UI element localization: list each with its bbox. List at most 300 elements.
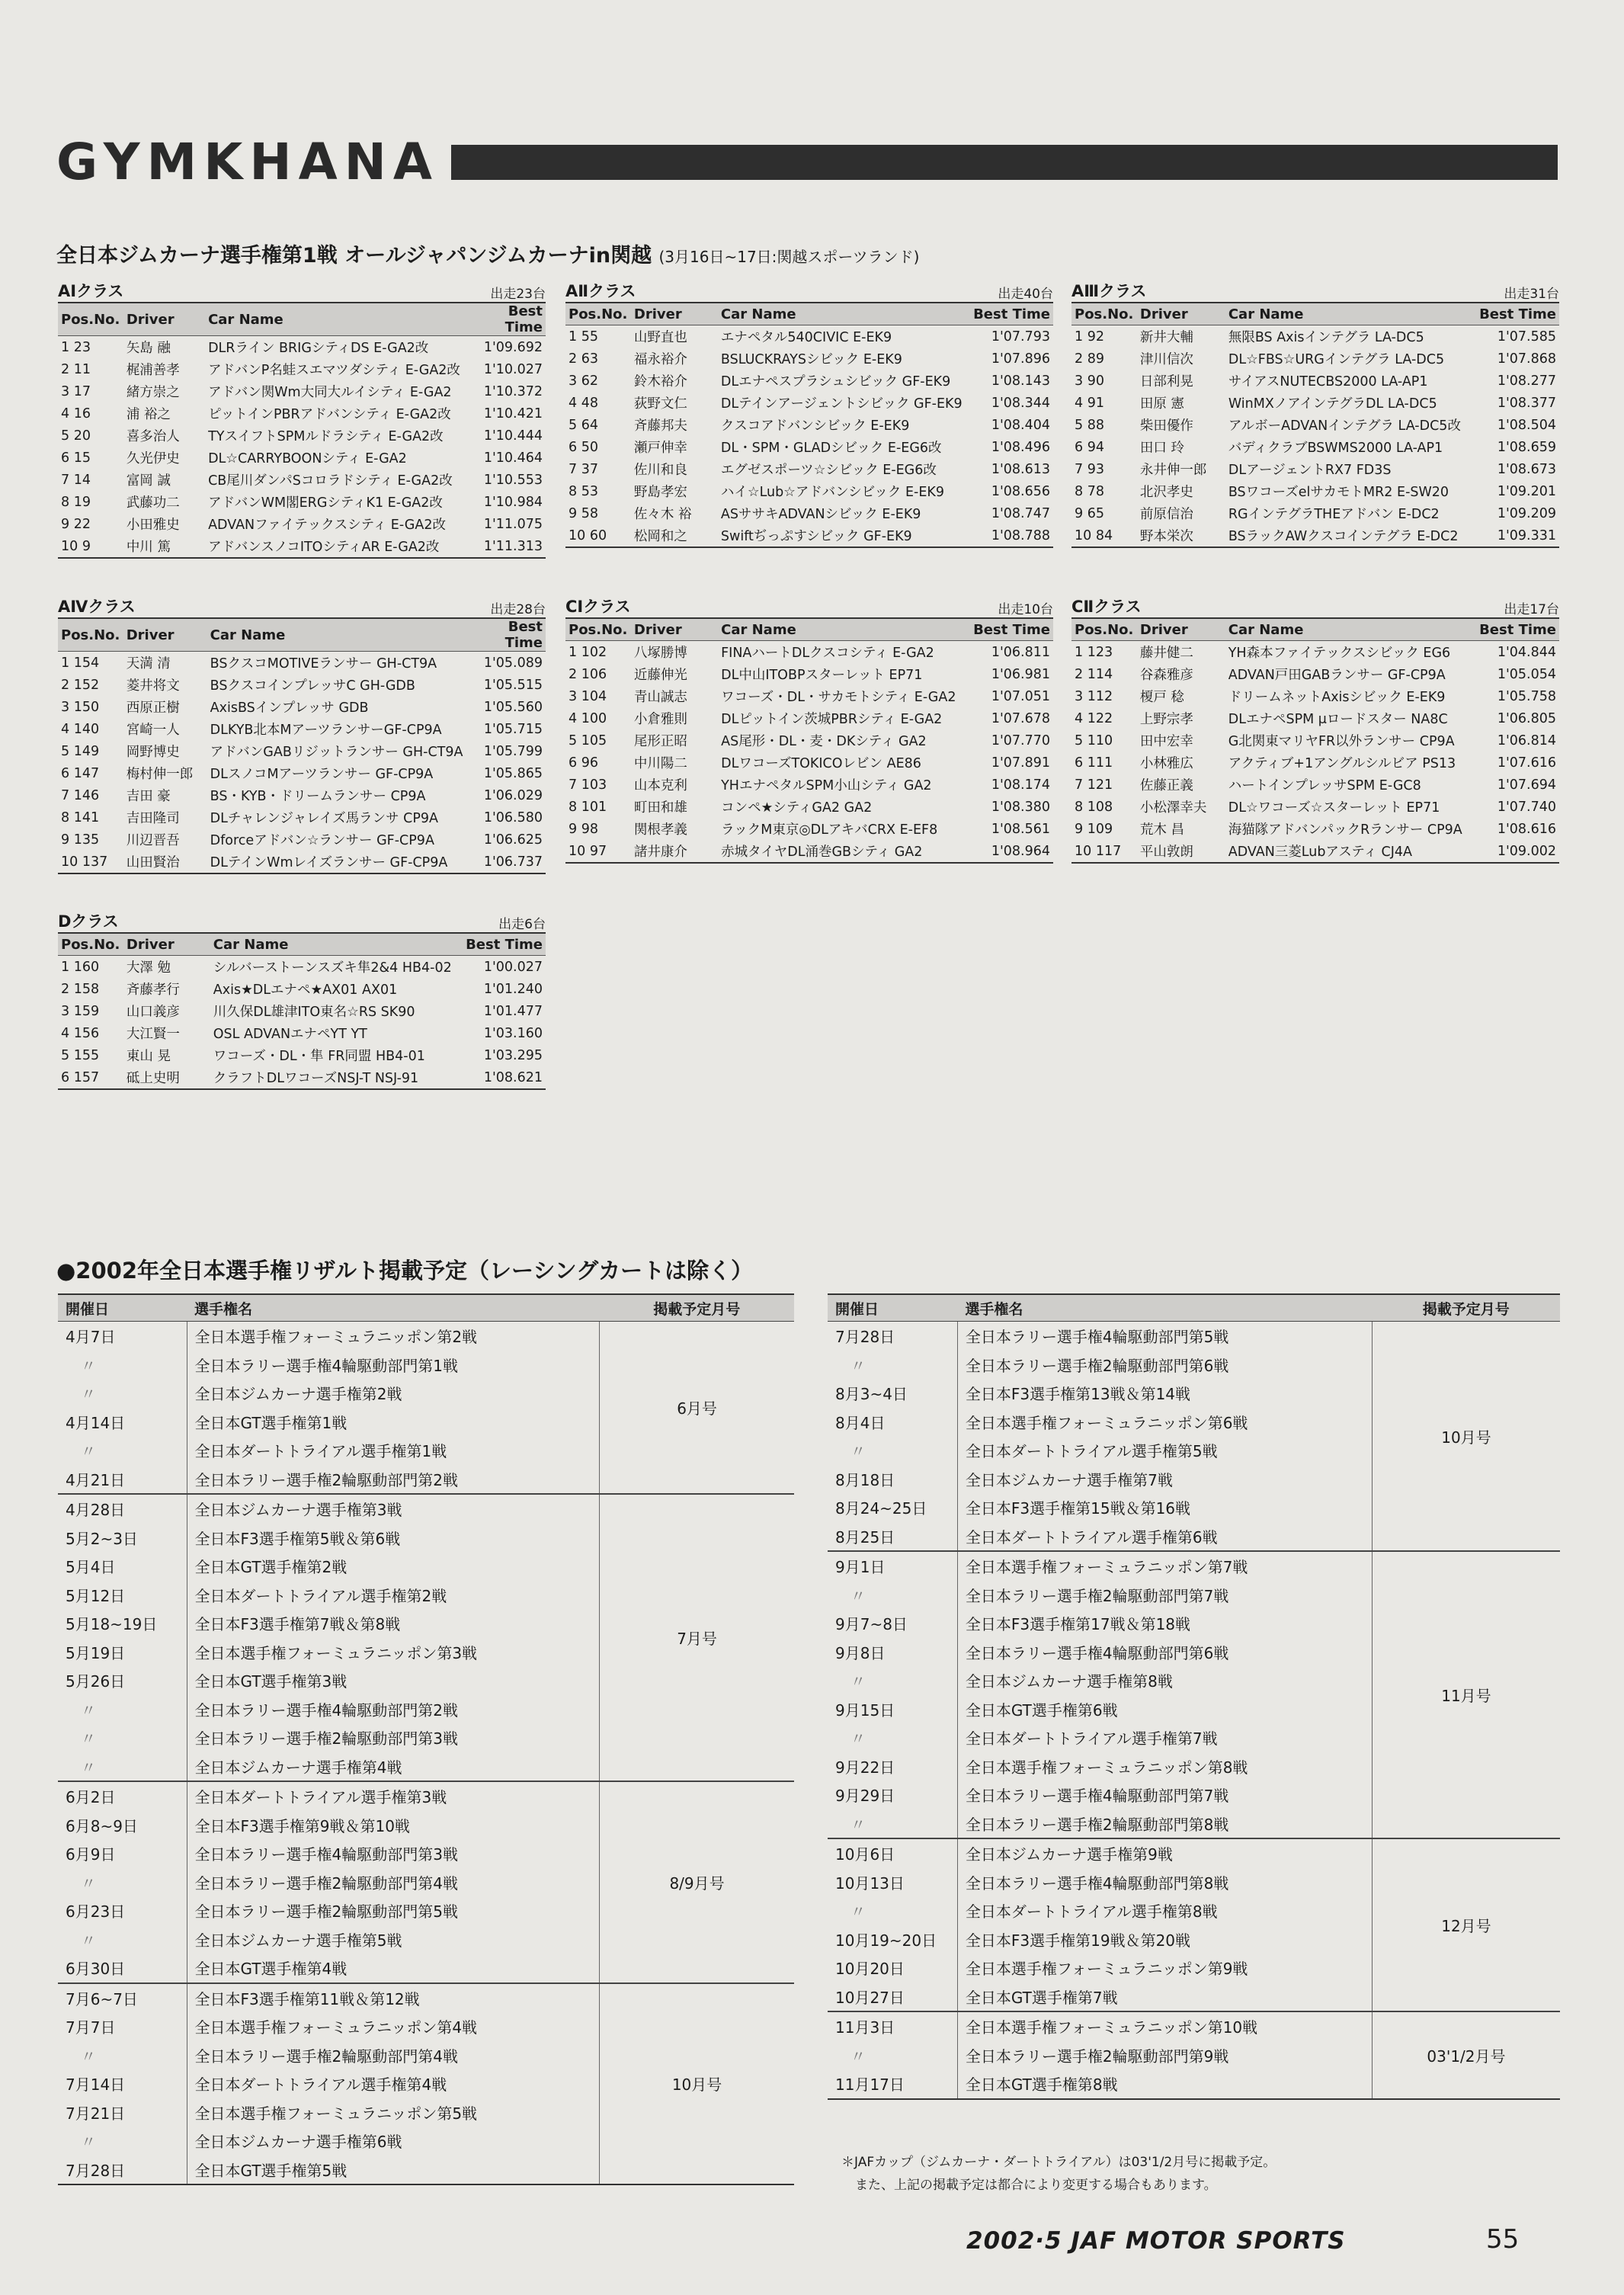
table-row: [58, 380, 546, 402]
cell-pos: 1 123: [1075, 644, 1113, 660]
table-row: [565, 480, 1053, 502]
cell-car: ワコーズ・DL・隼 FR同盟 HB4-01: [213, 1049, 425, 1064]
championship-name: 全日本F3選手権第11戦＆第12戦: [187, 1983, 600, 2013]
cell-pos: 3 17: [61, 383, 91, 399]
cell-car: BS・KYB・ドリームランサー CP9A: [210, 789, 426, 804]
cell-time: 1'08.143: [991, 373, 1050, 389]
cell-driver: 川辺晋吾: [126, 833, 180, 848]
cell-pos: 8 53: [569, 483, 598, 499]
event-date: 〃: [58, 1868, 187, 1897]
table-row: [565, 436, 1053, 458]
cell-time: 1'07.891: [991, 755, 1050, 771]
schedule-header-issue: 掲載予定月号: [600, 1294, 794, 1322]
event-date: 7月21日: [58, 2098, 187, 2127]
section-title-bar: [451, 145, 1558, 180]
event-date: 5月18~19日: [58, 1609, 187, 1638]
cell-driver: 津川信次: [1139, 352, 1193, 367]
cell-car: ADVAN三菱Lubアスティ CJ4A: [1225, 840, 1474, 863]
table-row: [58, 447, 546, 469]
cell-car: TYスイフトSPMルドラシティ E-GA2改: [208, 429, 444, 444]
cell-car: 無限BS Axisインテグラ LA-DC5: [1228, 330, 1424, 345]
schedule-row: [58, 1322, 794, 1351]
table-row: [565, 685, 1053, 707]
cell-time: 1'08.277: [1497, 373, 1556, 389]
cell-driver: 緒方崇之: [126, 385, 180, 400]
championship-name: 全日本選手権フォーミュラニッポン第4戦: [194, 2018, 478, 2037]
schedule-row: [58, 1781, 794, 1811]
cell-car: ADVANファイテックスシティ E-GA2改: [208, 518, 446, 533]
class-result-table: [58, 280, 546, 559]
cell-driver: 瀬戸伸幸: [633, 441, 687, 456]
class-name: AⅡクラス: [565, 282, 636, 300]
cell-driver: 藤井健二: [1139, 646, 1193, 661]
championship-name: 全日本F3選手権第9戦＆第10戦: [194, 1816, 410, 1835]
table-row: [1071, 796, 1559, 818]
cell-pos: 4 140: [61, 721, 100, 737]
column-header-time: Best Time: [967, 303, 1053, 325]
championship-name: 全日本ダートトライアル選手権第6戦: [965, 1527, 1218, 1547]
cell-time: 1'09.201: [1497, 483, 1556, 499]
championship-name: 全日本ダートトライアル選手権第2戦: [194, 1586, 447, 1605]
schedule-title: ●2002年全日本選手権リザルト掲載予定（レーシングカートは除く）: [56, 1258, 754, 1284]
table-row: [565, 818, 1053, 840]
cell-driver: 新井大輔: [1139, 330, 1193, 345]
cell-car: アドバンスノコITOシティAR E-GA2改: [205, 535, 463, 558]
cell-driver: 諸井康介: [631, 840, 718, 863]
cell-pos: 5 20: [61, 428, 91, 444]
cell-driver: 松岡和之: [631, 524, 718, 547]
cell-time: 1'08.659: [1497, 439, 1556, 455]
championship-name: 全日本F3選手権第5戦＆第6戦: [194, 1529, 401, 1548]
event-date: 〃: [58, 1752, 187, 1782]
cell-pos: 5 149: [61, 743, 100, 759]
cell-pos: 10 97: [565, 840, 631, 863]
table-row: [1071, 480, 1559, 502]
event-date: 10月27日: [828, 1982, 957, 2012]
cell-driver: 八塚勝博: [633, 646, 687, 661]
table-row: [58, 851, 546, 873]
cell-pos: 3 62: [569, 373, 598, 389]
results-table: [1071, 619, 1559, 864]
column-header-driver: Driver: [631, 619, 718, 641]
championship-name: 全日本ダートトライアル選手権第5戦: [965, 1442, 1218, 1461]
cell-driver: 尾形正昭: [633, 734, 687, 749]
cell-time: 1'10.553: [483, 472, 543, 488]
cell-driver: 荒木 昌: [1139, 822, 1184, 838]
cell-pos: 10 60: [565, 524, 631, 547]
event-date: 〃: [828, 1581, 957, 1610]
column-header-pos: Pos.No.: [565, 303, 631, 325]
schedule-header-name: 選手権名: [187, 1294, 600, 1322]
cell-time: 1'09.331: [1473, 524, 1559, 547]
cell-pos: 5 64: [569, 417, 598, 433]
championship-name: 全日本F3選手権第19戦＆第20戦: [965, 1931, 1191, 1950]
table-row: [58, 1000, 546, 1022]
cell-pos: 1 154: [61, 655, 100, 671]
class-result-table: [565, 280, 1053, 548]
cell-time: 1'08.788: [967, 524, 1053, 547]
table-row: [58, 1044, 546, 1066]
column-header-pos: Pos.No.: [565, 619, 631, 641]
table-row: [565, 663, 1053, 685]
cell-car: Swiftぢっぷすシビック GF-EK9: [718, 524, 967, 547]
cell-time: 1'01.240: [483, 981, 543, 997]
column-header-pos: Pos.No.: [58, 303, 123, 336]
event-date: 9月15日: [828, 1695, 957, 1724]
event-date: 〃: [828, 1723, 957, 1752]
cell-time: 1'08.621: [460, 1066, 546, 1089]
cell-driver: 野島孝宏: [633, 485, 687, 500]
cell-time: 1'08.344: [991, 395, 1050, 411]
cell-time: 1'05.799: [483, 743, 543, 759]
cell-time: 1'03.295: [483, 1047, 543, 1063]
event-date: 4月28日: [58, 1494, 187, 1524]
event-date: 〃: [58, 1723, 187, 1752]
class-result-table: [565, 596, 1053, 864]
schedule-row: [828, 1551, 1560, 1581]
cell-driver: 関根孝義: [633, 822, 687, 838]
class-entry-count: 出走28台: [490, 602, 546, 617]
class-result-table: [1071, 280, 1559, 548]
cell-car: BSラックAWクスコインテグラ E-DC2: [1225, 524, 1474, 547]
cell-pos: 10 9: [58, 535, 123, 558]
table-row: [1071, 458, 1559, 480]
cell-driver: 山田賢治: [123, 851, 207, 873]
cell-time: 1'08.747: [991, 505, 1050, 521]
event-date: 11月17日: [828, 2069, 957, 2099]
table-row: [565, 840, 1053, 863]
cell-pos: 2 114: [1075, 666, 1113, 682]
cell-pos: 2 89: [1075, 351, 1104, 367]
cell-time: 1'08.380: [991, 799, 1050, 815]
column-header-time: Best Time: [1474, 619, 1559, 641]
event-date: 5月4日: [58, 1552, 187, 1581]
cell-time: 1'08.613: [991, 461, 1050, 477]
cell-car: BSワコーズelサカモトMR2 E-SW20: [1228, 485, 1449, 500]
schedule-row: [828, 1322, 1560, 1351]
event-date: 10月6日: [828, 1838, 957, 1868]
cell-pos: 1 102: [569, 644, 607, 660]
table-row: [1071, 685, 1559, 707]
cell-driver: 佐川和良: [633, 463, 687, 478]
cell-car: DLアージェントRX7 FD3S: [1228, 463, 1392, 478]
championship-name: 全日本選手権フォーミュラニッポン第7戦: [957, 1551, 1372, 1581]
event-date: 6月8~9日: [58, 1811, 187, 1840]
cell-driver: 小田雅史: [126, 518, 180, 533]
table-row: [565, 348, 1053, 370]
cell-driver: 中川 篤: [123, 535, 205, 558]
cell-driver: 吉田 豪: [126, 789, 171, 804]
cell-driver: 荻野文仁: [633, 396, 687, 412]
cell-car: 海猫隊アドバンパックRランサー CP9A: [1228, 822, 1462, 838]
championship-name: 全日本ラリー選手権2輪駆動部門第7戦: [965, 1586, 1229, 1605]
cell-car: DLスノコMアーツランサー GF-CP9A: [210, 767, 434, 782]
cell-car: バディクラブBSWMS2000 LA-AP1: [1228, 441, 1443, 456]
championship-name: 全日本GT選手権第7戦: [965, 1988, 1118, 2007]
cell-time: 1'04.844: [1497, 644, 1556, 660]
cell-driver: 佐々木 裕: [633, 507, 692, 522]
championship-name: 全日本ラリー選手権4輪駆動部門第8戦: [965, 1874, 1229, 1893]
event-date: 7月14日: [58, 2069, 187, 2098]
cell-pos: 7 93: [1075, 461, 1104, 477]
table-row: [565, 458, 1053, 480]
championship-name: 全日本ジムカーナ選手権第2戦: [194, 1385, 402, 1404]
table-row: [565, 325, 1053, 348]
cell-car: クスコアドバンシビック E-EK9: [720, 418, 910, 434]
cell-driver: 矢島 融: [126, 341, 171, 356]
schedule-header-date: 開催日: [828, 1294, 957, 1322]
table-row: [58, 762, 546, 784]
column-header-driver: Driver: [123, 934, 210, 956]
cell-car: RGインテグラTHEアドバン E-DC2: [1228, 507, 1440, 522]
event-date: 4月14日: [58, 1408, 187, 1437]
cell-pos: 8 108: [1075, 799, 1113, 815]
table-row: [1071, 414, 1559, 436]
cell-pos: 2 11: [61, 361, 91, 377]
table-row: [1071, 707, 1559, 729]
cell-driver: 山本克利: [633, 778, 687, 793]
cell-car: ドリームネットAxisシビック E-EK9: [1228, 690, 1446, 705]
class-name: AⅢクラス: [1071, 282, 1147, 300]
cell-time: 1'07.896: [991, 351, 1050, 367]
cell-car: アドバンWM閣ERGシティK1 E-GA2改: [208, 495, 443, 511]
cell-pos: 4 156: [61, 1025, 100, 1041]
publication-issue: 11月号: [1372, 1551, 1560, 1838]
column-header-driver: Driver: [123, 303, 205, 336]
cell-car: Dforceアドバン☆ランサー GF-CP9A: [210, 833, 434, 848]
cell-pos: 9 98: [569, 821, 598, 837]
class-header: [58, 280, 546, 303]
event-date: 4月7日: [58, 1322, 187, 1351]
table-row: [1071, 392, 1559, 414]
cell-time: 1'10.444: [483, 428, 543, 444]
cell-car: BSクスコインプレッサC GH-GDB: [210, 678, 415, 694]
event-date: 〃: [828, 1809, 957, 1839]
table-row: [1071, 502, 1559, 524]
header-row: [58, 619, 546, 652]
cell-pos: 6 15: [61, 450, 91, 466]
table-row: [58, 740, 546, 762]
cell-car: AxisBSインプレッサ GDB: [210, 700, 369, 716]
championship-name: 全日本ラリー選手権2輪駆動部門第5戦: [194, 1902, 458, 1922]
championship-name: 全日本ジムカーナ選手権第9戦: [957, 1838, 1372, 1868]
event-date: 8月3~4日: [828, 1379, 957, 1408]
cell-car: ADVAN戸田GABランサー GF-CP9A: [1228, 668, 1446, 683]
cell-pos: 2 106: [569, 666, 607, 682]
cell-car: YHエナペタルSPM小山シティ GA2: [721, 778, 932, 793]
schedule-row: [828, 1838, 1560, 1868]
cell-time: 1'07.051: [991, 688, 1050, 704]
column-header-time: Best Time: [967, 619, 1054, 641]
schedule-row: [58, 1983, 794, 2013]
column-header-car: Car Name: [1225, 619, 1474, 641]
class-header: [58, 911, 546, 934]
class-header: [565, 596, 1053, 619]
table-row: [565, 370, 1053, 392]
cell-pos: 3 150: [61, 699, 100, 715]
header-row: [58, 303, 546, 336]
cell-pos: 7 37: [569, 461, 598, 477]
event-date: 10月20日: [828, 1954, 957, 1982]
championship-name: 全日本ラリー選手権4輪駆動部門第1戦: [194, 1356, 458, 1375]
cell-driver: 町田和雄: [633, 800, 687, 816]
table-row: [58, 829, 546, 851]
cell-driver: 田口 玲: [1139, 441, 1184, 456]
table-row: [565, 502, 1053, 524]
cell-pos: 9 58: [569, 505, 598, 521]
event-date: 8月18日: [828, 1465, 957, 1494]
event-date: 6月30日: [58, 1954, 187, 1983]
table-row: [565, 392, 1053, 414]
cell-driver: 永井伸一郎: [1139, 463, 1207, 478]
header-row: [565, 303, 1053, 325]
cell-driver: 近藤伸光: [633, 668, 687, 683]
cell-pos: 8 78: [1075, 483, 1104, 499]
championship-name: 全日本選手権フォーミュラニッポン第2戦: [194, 1328, 478, 1347]
cell-driver: 小松澤幸夫: [1139, 800, 1207, 816]
results-table: [565, 303, 1053, 548]
cell-time: 1'10.464: [483, 450, 543, 466]
table-row: [565, 774, 1053, 796]
table-row: [565, 752, 1053, 774]
cell-time: 1'09.002: [1474, 840, 1559, 863]
cell-pos: 10 117: [1071, 840, 1137, 863]
event-date: 9月7~8日: [828, 1609, 957, 1638]
cell-time: 1'06.805: [1497, 710, 1556, 726]
cell-driver: 上野宗孝: [1139, 712, 1193, 727]
table-row: [1071, 524, 1559, 547]
table-row: [1071, 729, 1559, 752]
cell-time: 1'10.372: [483, 383, 543, 399]
cell-pos: 9 109: [1075, 821, 1113, 837]
championship-name: 全日本ダートトライアル選手権第4戦: [194, 2075, 447, 2095]
table-row: [58, 718, 546, 740]
cell-pos: 9 135: [61, 832, 100, 848]
cell-time: 1'08.964: [967, 840, 1054, 863]
cell-car: 川久保DL雄津ITO東名☆RS SK90: [213, 1005, 415, 1020]
table-row: [1071, 774, 1559, 796]
cell-pos: 7 14: [61, 472, 91, 488]
table-row: [1071, 752, 1559, 774]
event-date: 5月12日: [58, 1581, 187, 1610]
cell-car: コンペ★シティGA2 GA2: [721, 800, 873, 816]
cell-car: DLテインWmレイズランサー GF-CP9A: [207, 851, 466, 873]
cell-car: YH森本ファイテックスシビック EG6: [1228, 646, 1451, 661]
event-date: 6月23日: [58, 1896, 187, 1925]
event-date: 〃: [58, 1351, 187, 1380]
event-date: 〃: [58, 1379, 187, 1408]
cell-car: FINAハートDLクスコシティ E-GA2: [721, 646, 934, 661]
cell-car: ハートインプレッサSPM E-GC8: [1228, 778, 1421, 793]
schedule-table-left: [58, 1293, 794, 2185]
cell-car: DLエナペスプラシュシビック GF-EK9: [720, 374, 951, 389]
class-result-table: [58, 911, 546, 1090]
publication-issue: 7月号: [600, 1494, 794, 1781]
cell-time: 1'08.504: [1497, 417, 1556, 433]
event-date: 7月6~7日: [58, 1983, 187, 2013]
cell-pos: 3 159: [61, 1003, 100, 1019]
cell-car: Axis★DLエナペ★AX01 AX01: [213, 982, 398, 998]
cell-car: DLチャレンジャレイズ馬ランサ CP9A: [210, 811, 439, 826]
cell-car: クラフトDLワコーズNSJ-T NSJ-91: [210, 1066, 460, 1089]
publication-issue: 6月号: [600, 1322, 794, 1495]
cell-driver: 小倉雅則: [633, 712, 687, 727]
cell-car: DLテインアージェントシビック GF-EK9: [720, 396, 963, 412]
cell-car: DL中山ITOBPスターレット EP71: [721, 668, 923, 683]
championship-name: 全日本GT選手権第2戦: [194, 1558, 348, 1577]
championship-name: 全日本選手権フォーミュラニッポン第9戦: [965, 1960, 1248, 1979]
event-date: 〃: [828, 1436, 957, 1465]
cell-pos: 2 152: [61, 677, 100, 693]
table-row: [1071, 641, 1559, 664]
cell-pos: 7 146: [61, 787, 100, 803]
cell-driver: 西原正樹: [126, 700, 180, 716]
table-row: [58, 806, 546, 829]
class-header: [1071, 596, 1559, 619]
cell-pos: 3 104: [569, 688, 607, 704]
event-date: 〃: [828, 2041, 957, 2070]
class-name: AⅣクラス: [58, 598, 136, 616]
cell-car: DLピットイン茨城PBRシティ E-GA2: [721, 712, 943, 727]
cell-driver: 大澤 勉: [126, 960, 171, 976]
championship-name: 全日本GT選手権第3戦: [194, 1672, 348, 1691]
class-header: [565, 280, 1053, 303]
schedule-header-row: [828, 1294, 1560, 1322]
cell-time: 1'07.868: [1497, 351, 1556, 367]
championship-name: 全日本ラリー選手権4輪駆動部門第3戦: [194, 1845, 458, 1864]
championship-name: 全日本ジムカーナ選手権第3戦: [187, 1494, 600, 1524]
cell-car: アドバンGABリジットランサー GH-CT9A: [210, 745, 463, 760]
cell-time: 1'08.673: [1497, 461, 1556, 477]
cell-driver: 菱井将文: [126, 678, 180, 694]
cell-time: 1'05.515: [483, 677, 543, 693]
cell-pos: 6 157: [58, 1066, 123, 1089]
cell-car: WinMXノアインテグラDL LA-DC5: [1228, 396, 1437, 412]
cell-driver: 梅村伸一郎: [126, 767, 194, 782]
results-table: [565, 619, 1053, 864]
cell-driver: 久光伊史: [126, 451, 180, 466]
class-name: AⅠクラス: [58, 282, 124, 300]
table-row: [58, 652, 546, 675]
schedule-header-date: 開催日: [58, 1294, 187, 1322]
cell-car: 赤城タイヤDL涌巻GBシティ GA2: [718, 840, 966, 863]
cell-car: アドバンP名蛙スエマツダシティ E-GA2改: [208, 363, 460, 378]
column-header-time: Best Time: [463, 303, 546, 336]
column-header-driver: Driver: [1137, 619, 1225, 641]
championship-name: 全日本ダートトライアル選手権第8戦: [965, 1902, 1218, 1922]
cell-time: 1'11.313: [463, 535, 546, 558]
cell-time: 1'06.625: [483, 832, 543, 848]
cell-car: ピットインPBRアドバンシティ E-GA2改: [208, 407, 451, 422]
cell-time: 1'05.089: [483, 655, 543, 671]
column-header-driver: Driver: [123, 619, 207, 652]
cell-time: 1'05.054: [1497, 666, 1556, 682]
cell-driver: 天満 清: [126, 656, 171, 672]
cell-driver: 武藤功二: [126, 495, 180, 511]
cell-time: 1'06.811: [991, 644, 1050, 660]
cell-pos: 9 65: [1075, 505, 1104, 521]
publication-issue: 10月号: [600, 1983, 794, 2185]
cell-pos: 4 48: [569, 395, 598, 411]
cell-time: 1'05.715: [483, 721, 543, 737]
championship-name: 全日本ジムカーナ選手権第7戦: [965, 1470, 1173, 1489]
cell-pos: 6 50: [569, 439, 598, 455]
cell-pos: 10 137: [58, 851, 123, 873]
championship-name: 全日本ラリー選手権2輪駆動部門第9戦: [965, 2047, 1229, 2066]
cell-driver: 斉藤孝行: [126, 982, 180, 998]
cell-time: 1'09.209: [1497, 505, 1556, 521]
event-date: 〃: [828, 1351, 957, 1380]
